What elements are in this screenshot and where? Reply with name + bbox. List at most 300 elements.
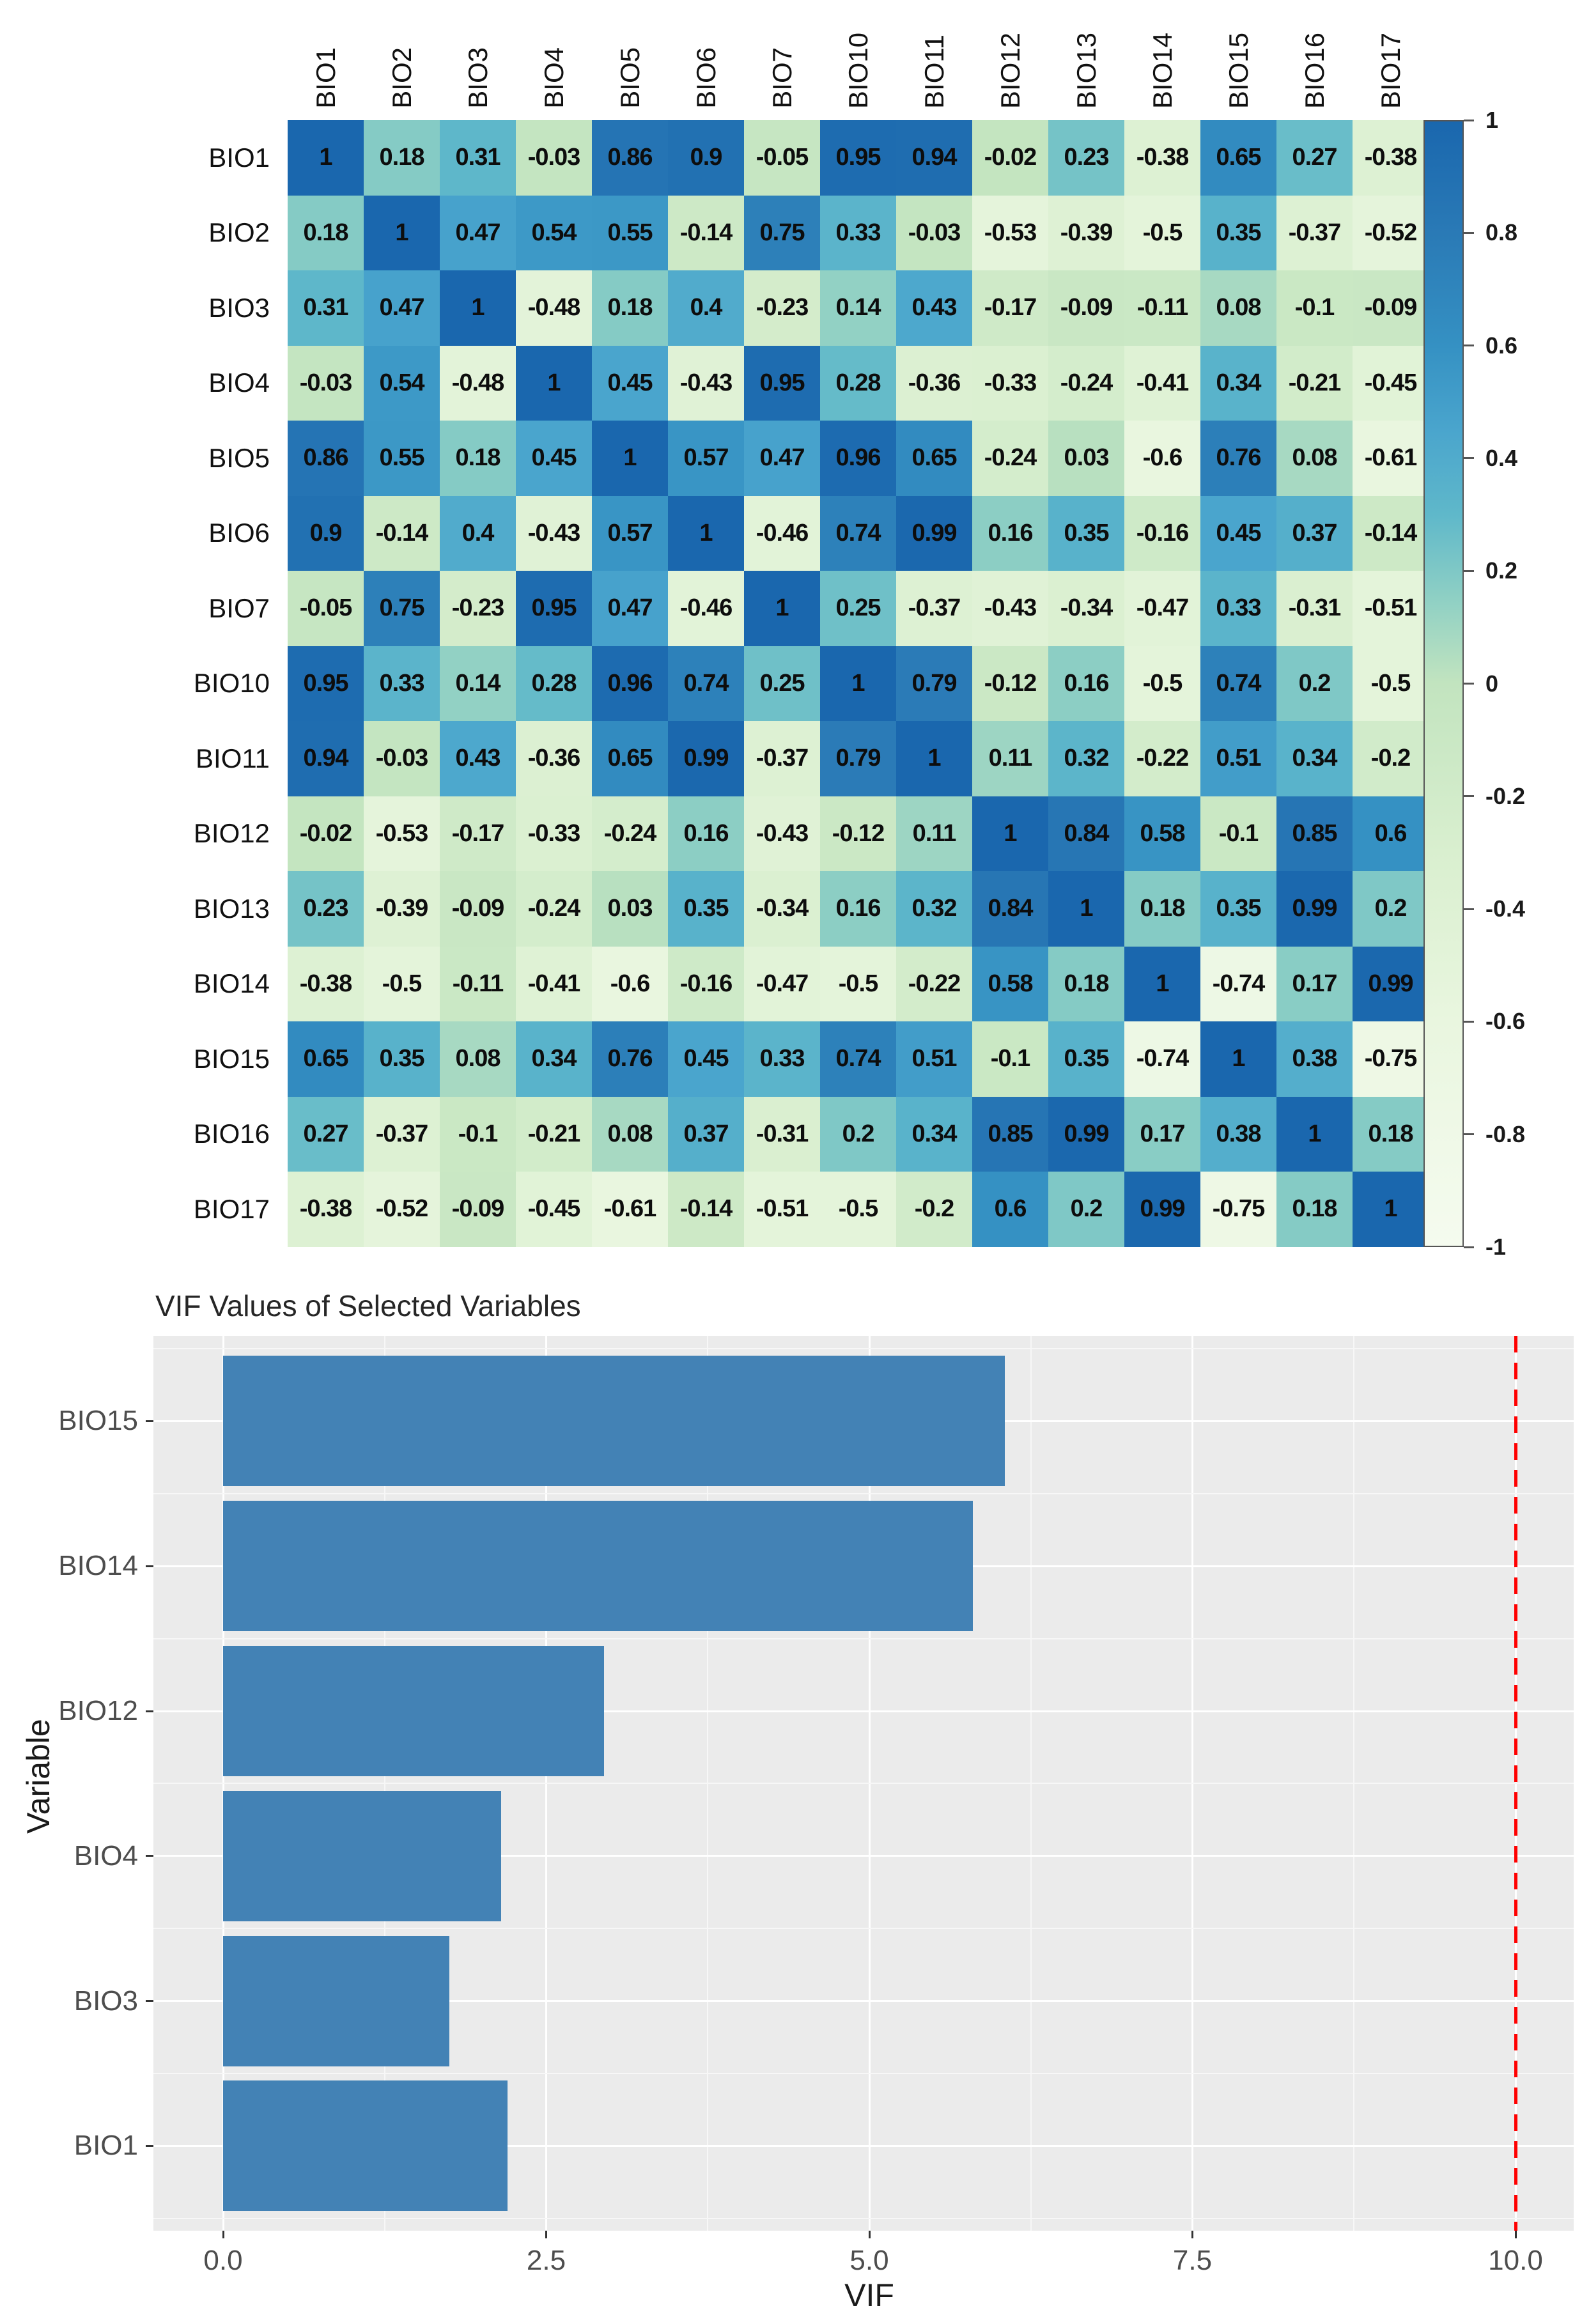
heatmap-cell: -0.38	[288, 1172, 364, 1247]
heatmap-column-label	[364, 12, 440, 109]
heatmap-cell: -0.75	[1200, 1172, 1276, 1247]
heatmap-cell: -0.47	[744, 947, 820, 1022]
heatmap-cell: 0.99	[896, 496, 972, 571]
heatmap-cell: 1	[288, 120, 364, 196]
y-tick-mark	[146, 1710, 153, 1712]
heatmap-cell: -0.03	[288, 346, 364, 421]
heatmap-row-label: BIO5	[208, 442, 270, 473]
colorbar-tick-label: -1	[1485, 1234, 1507, 1260]
colorbar-tick-mark	[1464, 908, 1474, 910]
heatmap-cell: -0.24	[972, 421, 1048, 496]
heatmap-cell: -0.53	[972, 196, 1048, 271]
heatmap-cell: -0.11	[440, 947, 516, 1022]
heatmap-cell: 1	[516, 346, 592, 421]
heatmap-cell: -0.5	[364, 947, 440, 1022]
heatmap-cell: 0.4	[440, 496, 516, 571]
heatmap-cell: 0.18	[1124, 871, 1200, 947]
heatmap-cell: 0.18	[288, 196, 364, 271]
heatmap-cell: 0.35	[364, 1021, 440, 1097]
heatmap-cell: -0.41	[1124, 346, 1200, 421]
grid-minor-hline	[153, 1783, 1574, 1784]
grid-minor-hline	[153, 2218, 1574, 2219]
y-tick-mark	[146, 2000, 153, 2002]
heatmap-cell: -0.36	[896, 346, 972, 421]
colorbar-tick-label: -0.2	[1485, 782, 1526, 809]
heatmap-row-label: BIO11	[196, 743, 270, 773]
heatmap-cell: -0.24	[592, 796, 668, 872]
heatmap-cell: -0.52	[364, 1172, 440, 1247]
heatmap-cell: 0.2	[820, 1097, 896, 1172]
heatmap-cell: 0.18	[1048, 947, 1124, 1022]
colorbar-tick-label: 0.8	[1485, 219, 1518, 246]
heatmap-row-label: BIO16	[193, 1119, 270, 1149]
heatmap-cell: -0.16	[668, 947, 744, 1022]
heatmap-cell: 1	[440, 270, 516, 346]
heatmap-column-label	[896, 12, 972, 109]
colorbar-tick-mark	[1464, 120, 1474, 121]
heatmap-cell: 0.03	[1048, 421, 1124, 496]
heatmap-cell: -0.52	[1353, 196, 1429, 271]
heatmap-cell: 0.43	[440, 721, 516, 796]
y-tick-label: BIO12	[58, 1694, 138, 1726]
vif-bar	[223, 1356, 1005, 1486]
heatmap-cell: 0.84	[972, 871, 1048, 947]
grid-minor-hline	[153, 1928, 1574, 1929]
colorbar-tick-mark	[1464, 1246, 1474, 1248]
heatmap-cell: 0.16	[1048, 646, 1124, 722]
heatmap-cell: 0.38	[1200, 1097, 1276, 1172]
heatmap-cell: -0.1	[1200, 796, 1276, 872]
heatmap-cell: -0.51	[744, 1172, 820, 1247]
heatmap-cell: -0.61	[592, 1172, 668, 1247]
heatmap-cell: 0.14	[440, 646, 516, 722]
heatmap-cell: -0.43	[744, 796, 820, 872]
heatmap-cell: -0.33	[516, 796, 592, 872]
heatmap-cell: 0.65	[1200, 120, 1276, 196]
heatmap-column-label-text: BIO11	[919, 35, 949, 109]
colorbar-tick-label: 0	[1485, 670, 1499, 697]
heatmap-cell: 0.28	[820, 346, 896, 421]
heatmap-cell: 0.65	[896, 421, 972, 496]
colorbar-tick-mark	[1464, 683, 1474, 685]
heatmap-cell: 0.35	[1200, 871, 1276, 947]
heatmap-cell: 0.17	[1124, 1097, 1200, 1172]
heatmap-cell: -0.21	[516, 1097, 592, 1172]
heatmap-cell: 0.34	[516, 1021, 592, 1097]
heatmap-cell: 0.08	[1276, 421, 1353, 496]
heatmap-row-label: BIO13	[193, 893, 270, 924]
heatmap-cell: -0.2	[896, 1172, 972, 1247]
heatmap-cell: -0.11	[1124, 270, 1200, 346]
vif-bar	[223, 2080, 508, 2211]
heatmap-cell: 0.2	[1276, 646, 1353, 722]
heatmap-cell: -0.34	[1048, 571, 1124, 646]
heatmap-cell: 0.18	[364, 120, 440, 196]
heatmap-column-label	[1200, 12, 1276, 109]
heatmap-cell: -0.75	[1353, 1021, 1429, 1097]
heatmap-cell: -0.45	[1353, 346, 1429, 421]
heatmap-cell: 0.95	[288, 646, 364, 722]
heatmap-cell: 0.47	[440, 196, 516, 271]
heatmap-column-label-text: BIO13	[1071, 32, 1101, 109]
chart-title: VIF Values of Selected Variables	[155, 1289, 581, 1322]
colorbar-tick-mark	[1464, 1021, 1474, 1023]
colorbar-tick-mark	[1464, 1133, 1474, 1135]
grid-minor-hline	[153, 1348, 1574, 1349]
heatmap-cell: -0.39	[364, 871, 440, 947]
heatmap-column-label	[1124, 12, 1200, 109]
heatmap-cell: -0.43	[972, 571, 1048, 646]
heatmap-cell: -0.05	[288, 571, 364, 646]
heatmap-cell: -0.37	[896, 571, 972, 646]
heatmap-cell: 1	[744, 571, 820, 646]
heatmap-cell: 0.25	[820, 571, 896, 646]
heatmap-cell: 0.33	[1200, 571, 1276, 646]
heatmap-cell: 0.11	[972, 721, 1048, 796]
y-tick-mark	[146, 1420, 153, 1422]
x-tick-mark	[869, 2231, 871, 2238]
heatmap-cell: -0.1	[972, 1021, 1048, 1097]
heatmap-cell: -0.17	[440, 796, 516, 872]
heatmap-cell: -0.09	[440, 871, 516, 947]
x-tick-label: 10.0	[1488, 2245, 1543, 2276]
heatmap-cell: 0.18	[440, 421, 516, 496]
colorbar-tick-label: -0.4	[1485, 895, 1526, 922]
heatmap-cell: 0.38	[1276, 1021, 1353, 1097]
heatmap-cell: 0.85	[972, 1097, 1048, 1172]
heatmap-cell: 0.95	[744, 346, 820, 421]
heatmap-cell: 1	[1048, 871, 1124, 947]
heatmap-cell: -0.31	[1276, 571, 1353, 646]
heatmap-column-label	[972, 12, 1048, 109]
heatmap-cell: 0.54	[364, 346, 440, 421]
y-tick-label: BIO1	[74, 2130, 138, 2162]
heatmap-cell: -0.1	[440, 1097, 516, 1172]
heatmap-column-label-text: BIO10	[842, 32, 873, 109]
heatmap-cell: -0.74	[1200, 947, 1276, 1022]
colorbar-tick-mark	[1464, 795, 1474, 797]
heatmap-row-label: BIO1	[208, 142, 270, 173]
colorbar-tick-label: 0.2	[1485, 557, 1518, 584]
heatmap-cell: -0.61	[1353, 421, 1429, 496]
heatmap-cell: -0.5	[820, 1172, 896, 1247]
x-tick-label: 2.5	[526, 2245, 566, 2276]
heatmap-cell: -0.37	[1276, 196, 1353, 271]
heatmap-cell: 0.57	[668, 421, 744, 496]
heatmap-cell: -0.38	[1124, 120, 1200, 196]
heatmap-column-label-text: BIO17	[1375, 32, 1406, 109]
heatmap-row-label: BIO14	[193, 968, 270, 999]
x-tick-label: 5.0	[849, 2245, 889, 2276]
heatmap-cell: 0.43	[896, 270, 972, 346]
heatmap-cell: -0.24	[516, 871, 592, 947]
heatmap-cell: -0.21	[1276, 346, 1353, 421]
heatmap-column-label-text: BIO5	[614, 47, 645, 109]
heatmap-cell: 0.45	[668, 1021, 744, 1097]
heatmap-cell: 0.74	[820, 496, 896, 571]
heatmap-cell: 0.35	[668, 871, 744, 947]
heatmap-cell: 0.23	[1048, 120, 1124, 196]
heatmap-cell: -0.46	[744, 496, 820, 571]
heatmap-cell: -0.09	[1353, 270, 1429, 346]
heatmap-cell: -0.6	[1124, 421, 1200, 496]
colorbar-tick-mark	[1464, 345, 1474, 346]
vif-bar	[223, 1646, 604, 1776]
heatmap-cell: 0.18	[1353, 1097, 1429, 1172]
vif-bar	[223, 1791, 501, 1921]
heatmap-column-label-text: BIO1	[310, 47, 341, 109]
heatmap-column-label-text: BIO3	[462, 47, 493, 109]
heatmap-cell: 0.54	[516, 196, 592, 271]
heatmap-cell: 0.95	[820, 120, 896, 196]
heatmap-cell: 0.99	[1124, 1172, 1200, 1247]
vif-bar	[223, 1501, 973, 1631]
heatmap-cell: 0.79	[820, 721, 896, 796]
heatmap-column-label	[820, 12, 896, 109]
heatmap-cell: -0.37	[744, 721, 820, 796]
vif-threshold-line	[1514, 1336, 1517, 2231]
colorbar-tick-mark	[1464, 232, 1474, 234]
heatmap-cell: -0.02	[288, 796, 364, 872]
heatmap-cell: -0.39	[1048, 196, 1124, 271]
heatmap-cell: 0.37	[668, 1097, 744, 1172]
heatmap-column-label-text: BIO2	[386, 47, 417, 109]
heatmap-cell: 0.57	[592, 496, 668, 571]
heatmap-cell: 0.34	[1276, 721, 1353, 796]
colorbar-tick-mark	[1464, 570, 1474, 572]
heatmap-cell: 0.86	[592, 120, 668, 196]
heatmap-column-label	[288, 12, 364, 109]
heatmap-cell: 0.6	[972, 1172, 1048, 1247]
heatmap-cell: -0.14	[668, 1172, 744, 1247]
x-axis-title: VIF	[844, 2277, 894, 2313]
heatmap-cell: -0.14	[1353, 496, 1429, 571]
heatmap-cell: 1	[364, 196, 440, 271]
heatmap-cell: 0.96	[592, 646, 668, 722]
heatmap-cell: -0.22	[1124, 721, 1200, 796]
colorbar-gradient	[1423, 120, 1464, 1247]
heatmap-cell: 0.65	[592, 721, 668, 796]
heatmap-cell: 0.33	[364, 646, 440, 722]
heatmap-cell: -0.23	[744, 270, 820, 346]
grid-minor-hline	[153, 1493, 1574, 1494]
heatmap-column-label-text: BIO6	[690, 47, 721, 109]
heatmap-cell: 0.37	[1276, 496, 1353, 571]
heatmap-cell: -0.14	[668, 196, 744, 271]
heatmap-cell: 0.94	[896, 120, 972, 196]
heatmap-cell: 0.2	[1048, 1172, 1124, 1247]
heatmap-row-label: BIO4	[208, 368, 270, 398]
heatmap-column-label	[1353, 12, 1429, 109]
y-tick-label: BIO14	[58, 1550, 138, 1582]
heatmap-cell: -0.12	[820, 796, 896, 872]
heatmap-cell: -0.03	[364, 721, 440, 796]
heatmap-cell: 0.74	[668, 646, 744, 722]
heatmap-cell: 0.51	[896, 1021, 972, 1097]
grid-minor-hline	[153, 1638, 1574, 1639]
heatmap-cell: 0.03	[592, 871, 668, 947]
heatmap-cell: -0.37	[364, 1097, 440, 1172]
heatmap-cell: 0.45	[592, 346, 668, 421]
y-tick-label: BIO3	[74, 1985, 138, 2017]
y-tick-mark	[146, 1855, 153, 1857]
heatmap-cell: 0.74	[1200, 646, 1276, 722]
heatmap-cell: 1	[1124, 947, 1200, 1022]
heatmap-column-label	[744, 12, 820, 109]
heatmap-column-label-text: BIO16	[1299, 32, 1330, 109]
heatmap-row-label: BIO7	[208, 593, 270, 623]
heatmap-cell: 0.35	[1048, 496, 1124, 571]
heatmap-cell: 0.08	[440, 1021, 516, 1097]
heatmap-cell: 1	[592, 421, 668, 496]
heatmap-cell: 0.86	[288, 421, 364, 496]
heatmap-cell: 1	[1276, 1097, 1353, 1172]
heatmap-cell: 0.85	[1276, 796, 1353, 872]
heatmap-cell: 0.35	[1200, 196, 1276, 271]
heatmap-cell: -0.43	[516, 496, 592, 571]
heatmap-cell: -0.03	[896, 196, 972, 271]
heatmap-grid	[288, 120, 1429, 1247]
heatmap-cell: -0.22	[896, 947, 972, 1022]
heatmap-cell: -0.38	[1353, 120, 1429, 196]
heatmap-cell: -0.47	[1124, 571, 1200, 646]
heatmap-row-label: BIO15	[193, 1043, 270, 1074]
heatmap-cell: 0.9	[668, 120, 744, 196]
y-tick-label: BIO4	[74, 1840, 138, 1871]
x-tick-mark	[222, 2231, 224, 2238]
x-tick-mark	[1191, 2231, 1193, 2238]
heatmap-cell: -0.5	[1124, 646, 1200, 722]
heatmap-cell: 0.47	[592, 571, 668, 646]
heatmap-cell: -0.34	[744, 871, 820, 947]
heatmap-cell: 1	[972, 796, 1048, 872]
plot-panel	[153, 1336, 1574, 2231]
heatmap-cell: 0.25	[744, 646, 820, 722]
heatmap-cell: 0.33	[744, 1021, 820, 1097]
heatmap-cell: 0.58	[972, 947, 1048, 1022]
heatmap-cell: 0.18	[592, 270, 668, 346]
heatmap-cell: -0.23	[440, 571, 516, 646]
heatmap-cell: 0.55	[592, 196, 668, 271]
heatmap-cell: 0.27	[288, 1097, 364, 1172]
heatmap-column-label	[1048, 12, 1124, 109]
heatmap-cell: 0.45	[1200, 496, 1276, 571]
colorbar-tick-mark	[1464, 457, 1474, 459]
heatmap-column-label	[592, 12, 668, 109]
heatmap-column-label	[440, 12, 516, 109]
heatmap-cell: -0.33	[972, 346, 1048, 421]
heatmap-cell: 0.2	[1353, 871, 1429, 947]
heatmap-cell: 0.4	[668, 270, 744, 346]
x-tick-label: 0.0	[203, 2245, 243, 2276]
heatmap-cell: 0.27	[1276, 120, 1353, 196]
heatmap-cell: -0.03	[516, 120, 592, 196]
heatmap-cell: -0.09	[1048, 270, 1124, 346]
heatmap-cell: 0.99	[1048, 1097, 1124, 1172]
heatmap-cell: 0.47	[364, 270, 440, 346]
heatmap-row-label: BIO12	[193, 818, 270, 849]
heatmap-column-label	[1276, 12, 1353, 109]
heatmap-cell: 0.32	[1048, 721, 1124, 796]
heatmap-cell: 0.84	[1048, 796, 1124, 872]
heatmap-cell: -0.14	[364, 496, 440, 571]
heatmap-cell: 0.32	[896, 871, 972, 947]
y-tick-mark	[146, 1565, 153, 1567]
heatmap-cell: 0.33	[820, 196, 896, 271]
heatmap-cell: 0.9	[288, 496, 364, 571]
heatmap-cell: 0.75	[744, 196, 820, 271]
heatmap-cell: -0.53	[364, 796, 440, 872]
colorbar-tick-label: 1	[1485, 107, 1499, 133]
heatmap-cell: 0.94	[288, 721, 364, 796]
heatmap-cell: 1	[820, 646, 896, 722]
heatmap-column-label	[668, 12, 744, 109]
heatmap-cell: 0.08	[592, 1097, 668, 1172]
heatmap-cell: -0.43	[668, 346, 744, 421]
heatmap-cell: -0.74	[1124, 1021, 1200, 1097]
heatmap-cell: -0.02	[972, 120, 1048, 196]
heatmap-row-label: BIO2	[208, 217, 270, 248]
x-tick-label: 7.5	[1172, 2245, 1213, 2276]
heatmap-cell: -0.6	[592, 947, 668, 1022]
heatmap-cell: -0.51	[1353, 571, 1429, 646]
heatmap-cell: 0.58	[1124, 796, 1200, 872]
heatmap-cell: 0.11	[896, 796, 972, 872]
heatmap-cell: 0.75	[364, 571, 440, 646]
heatmap-row-label: BIO17	[193, 1193, 270, 1224]
heatmap-cell: 1	[1200, 1021, 1276, 1097]
heatmap-column-label-text: BIO4	[538, 47, 569, 109]
heatmap-row-label: BIO10	[193, 668, 270, 699]
heatmap-cell: -0.12	[972, 646, 1048, 722]
heatmap-column-label-text: BIO15	[1223, 32, 1253, 109]
heatmap-cell: 0.96	[820, 421, 896, 496]
heatmap-cell: 0.99	[1353, 947, 1429, 1022]
heatmap-cell: -0.36	[516, 721, 592, 796]
heatmap-cell: 1	[896, 721, 972, 796]
heatmap-row-label: BIO3	[208, 292, 270, 323]
heatmap-cell: 0.28	[516, 646, 592, 722]
heatmap-cell: -0.09	[440, 1172, 516, 1247]
heatmap-column-label-text: BIO12	[995, 32, 1025, 109]
y-tick-label: BIO15	[58, 1405, 138, 1437]
heatmap-cell: 0.55	[364, 421, 440, 496]
heatmap-cell: 0.47	[744, 421, 820, 496]
heatmap-cell: 0.51	[1200, 721, 1276, 796]
heatmap-cell: 0.45	[516, 421, 592, 496]
heatmap-cell: -0.1	[1276, 270, 1353, 346]
y-axis-title: Variable	[20, 1719, 56, 1834]
heatmap-cell: 0.74	[820, 1021, 896, 1097]
heatmap-cell: 1	[1353, 1172, 1429, 1247]
heatmap-cell: 0.34	[896, 1097, 972, 1172]
heatmap-cell: 0.6	[1353, 796, 1429, 872]
heatmap-cell: 0.23	[288, 871, 364, 947]
heatmap-cell: -0.46	[668, 571, 744, 646]
heatmap-cell: 0.76	[1200, 421, 1276, 496]
heatmap-cell: 0.17	[1276, 947, 1353, 1022]
heatmap-column-label-text: BIO7	[766, 47, 797, 109]
heatmap-cell: 0.34	[1200, 346, 1276, 421]
heatmap-cell: -0.38	[288, 947, 364, 1022]
colorbar-tick-label: -0.8	[1485, 1120, 1526, 1147]
heatmap-cell: 0.18	[1276, 1172, 1353, 1247]
heatmap-cell: -0.41	[516, 947, 592, 1022]
y-tick-mark	[146, 2145, 153, 2147]
heatmap-cell: 0.16	[820, 871, 896, 947]
heatmap-column-label	[516, 12, 592, 109]
heatmap-cell: -0.16	[1124, 496, 1200, 571]
